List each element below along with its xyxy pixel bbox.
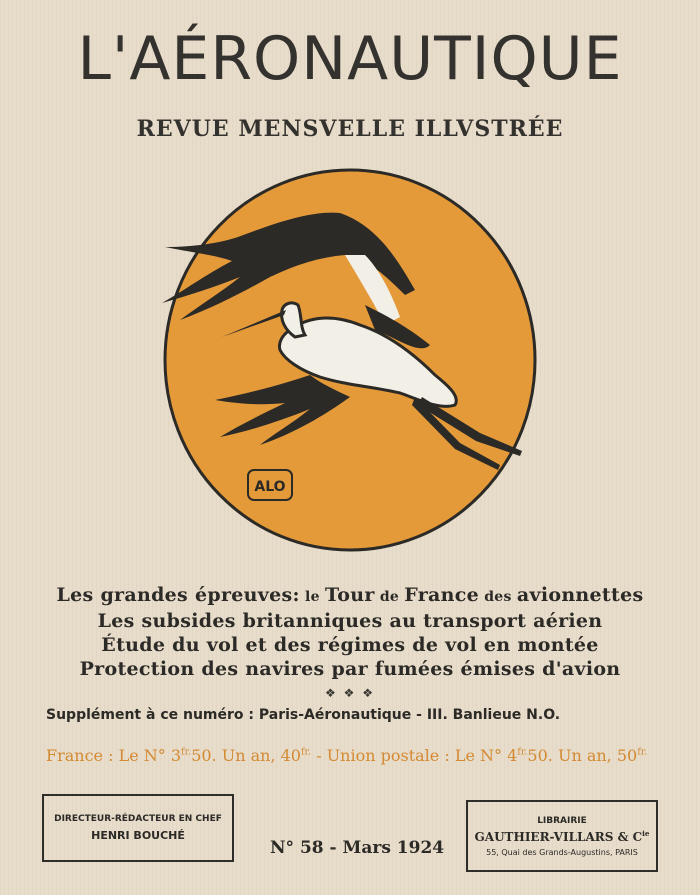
union-price: 4 (507, 746, 518, 765)
magazine-subtitle: REVUE MENSVELLE ILLVSTRÉE (136, 116, 564, 142)
director-box (42, 794, 234, 862)
publisher-name (468, 829, 656, 844)
publisher-name-suffix: ie (642, 829, 650, 838)
issue-number: N° 58 (270, 838, 324, 858)
stork-illustration (160, 165, 540, 555)
pricing (46, 746, 686, 765)
france-price: 3 (170, 746, 182, 765)
france-annual-unit: fr. (300, 746, 312, 758)
headline-3: Étude du vol et des régimes de vol en montée (101, 634, 599, 656)
issue-date: Mars 1924 (342, 838, 445, 858)
headline-1-lead: Les grandes épreuves: (56, 584, 300, 606)
publisher-name-main: GAUTHIER-VILLARS & C (474, 830, 643, 844)
headline-1-tour: Tour (324, 584, 375, 606)
headline-1-de: de (374, 589, 405, 605)
supplement-note: Supplément à ce numéro : Paris-Aéronautique - III. Banlieue N.O. (46, 707, 561, 723)
publisher-box (466, 800, 658, 872)
artist-monogram: ALO (254, 479, 286, 495)
headline-1-des: des (479, 589, 517, 605)
director-name: HENRI BOUCHÉ (91, 829, 185, 842)
union-annual-unit: fr. (637, 746, 648, 758)
director-role: DIRECTEUR-RÉDACTEUR EN CHEF (54, 814, 222, 824)
issue-info (270, 838, 445, 858)
france-annual: 50. Un an, 40 (191, 746, 301, 765)
france-unit: fr. (181, 746, 192, 758)
ornament: ❖ ❖ ❖ (325, 686, 375, 700)
issue-separator: - (323, 838, 343, 858)
headline-1-france: France (404, 584, 480, 606)
headline-1 (0, 583, 700, 609)
france-label: France : Le N° (46, 746, 166, 765)
headlines (0, 583, 700, 681)
union-annual: 50. Un an, 50 (527, 746, 638, 765)
headline-4: Protection des navires par fumées émises d'avion (79, 658, 621, 680)
publisher-address: 55, Quai des Grands-Augustins, PARIS (486, 848, 638, 857)
union-label: - Union postale : Le N° (311, 746, 502, 765)
headline-1-le: le (299, 589, 325, 605)
headline-2: Les subsides britanniques au transport aérien (97, 610, 603, 632)
headline-1-avionnettes: avionnettes (516, 584, 644, 606)
union-unit: fr. (517, 746, 528, 758)
magazine-title: L'AÉRONAUTIQUE (77, 24, 623, 94)
publisher-label: LIBRAIRIE (537, 816, 587, 826)
